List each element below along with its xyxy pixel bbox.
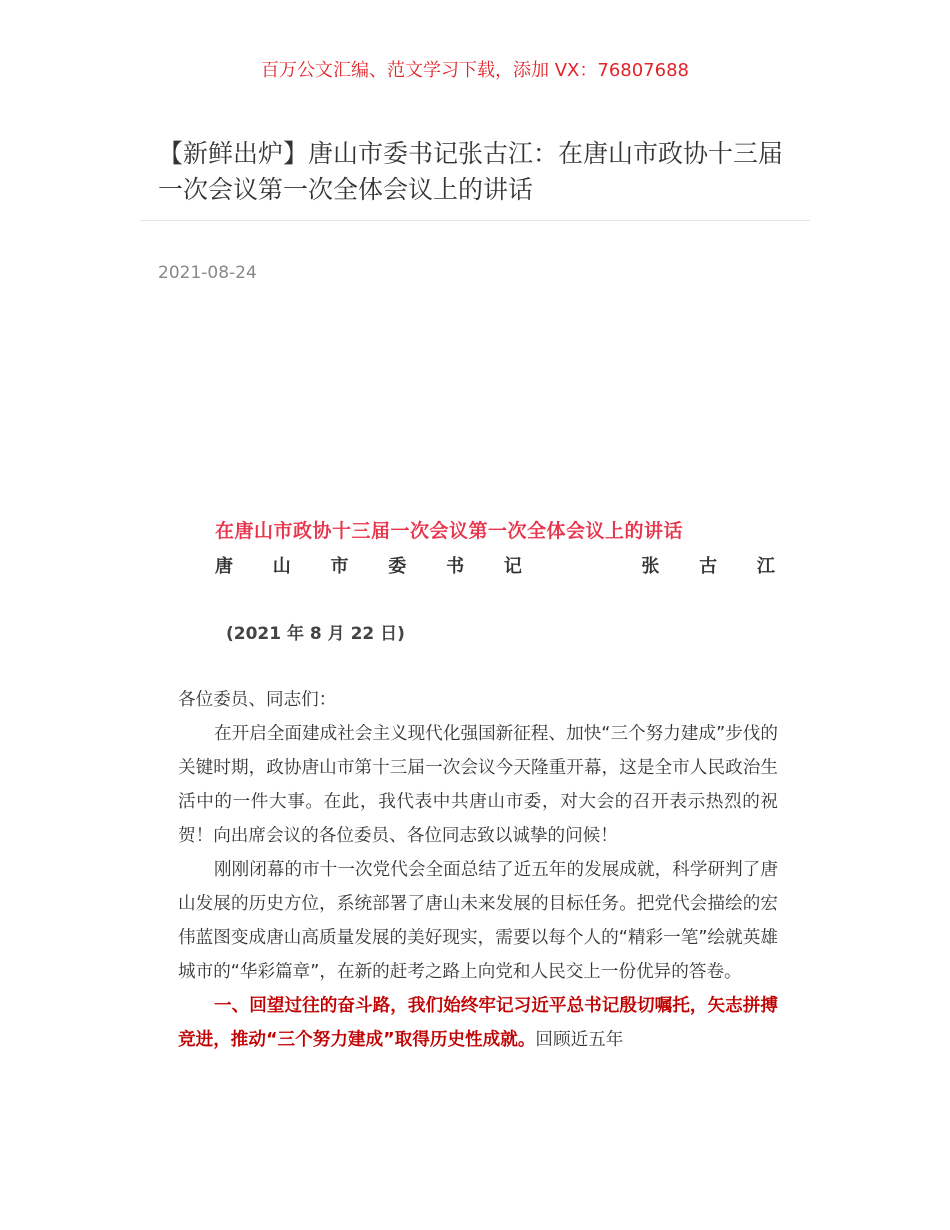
- author-name-char: 古: [699, 556, 718, 577]
- section-one-text: 回顾近五年: [535, 1030, 624, 1050]
- spacer: [562, 552, 602, 578]
- paragraph: 在开启全面建成社会主义现代化强国新征程、加快“三个努力建成”步伐的关键时期，政协唐山市第十三届一次会议今天隆重开幕，这是全市人民政治生活中的一件大事。在此，我代表中共唐山市委，对大会的召开表示热烈的祝贺！向出席会议的各位委员、各位同志致以诚挚的问候！: [178, 724, 778, 846]
- author-name-char: 张: [641, 556, 660, 577]
- promo-banner: 百万公文汇编、范文学习下载，添加 VX：76807688: [261, 60, 689, 81]
- section-one-paragraph: [178, 989, 778, 1057]
- author-title-char: 唐: [215, 556, 233, 577]
- author-name-char: 江: [756, 556, 775, 577]
- author-title-char: 委: [388, 556, 407, 577]
- article-title: 【新鲜出炉】唐山市委书记张古江：在唐山市政协十三届一次会议第一次全体会议上的讲话: [158, 139, 784, 204]
- author-title-char: 市: [330, 556, 349, 577]
- author-title-char: 山: [272, 556, 291, 577]
- section-one-heading: 一、回望过往的奋斗路，我们始终牢记习近平总书记殷切嘱托，矢志拼搏竞进，推动“三个努力建成”取得历史性成就。: [178, 996, 778, 1050]
- publish-date: 2021-08-24: [158, 263, 257, 283]
- speech-date: (2021 年 8 月 22 日): [226, 624, 405, 644]
- salutation: 各位委员、同志们：: [178, 690, 337, 710]
- title-divider: [140, 220, 810, 221]
- author-title-char: 记: [503, 556, 522, 577]
- paragraph: 刚刚闭幕的市十一次党代会全面总结了近五年的发展成就，科学研判了唐山发展的历史方位，系统部署了唐山未来发展的目标任务。把党代会描绘的宏伟蓝图变成唐山高质量发展的美好现实，需要以每个人的“精彩一笔”绘就英雄城市的“华彩篇章”，在新的赶考之路上向党和人民交上一份优异的答卷。: [178, 860, 778, 982]
- author-title-char: 书: [446, 556, 465, 577]
- speech-body: [178, 683, 778, 1057]
- document-heading: 在唐山市政协十三届一次会议第一次全体会议上的讲话: [215, 520, 684, 542]
- author-line: [215, 552, 775, 578]
